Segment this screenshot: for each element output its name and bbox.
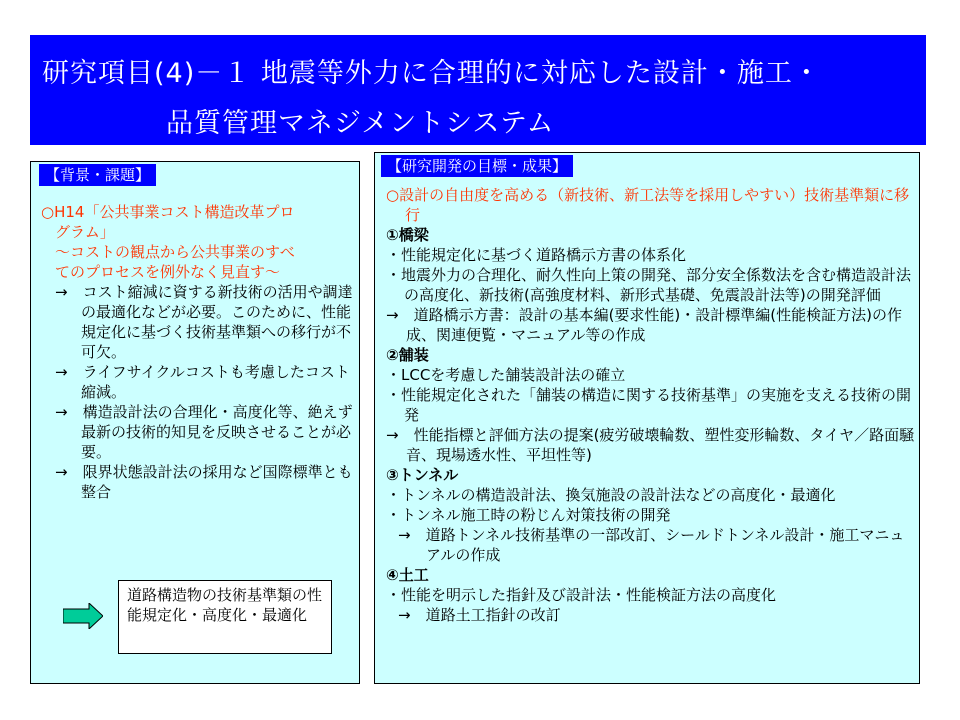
section-item: ・LCCを考慮した舗装設計法の確立 (386, 366, 626, 384)
issue-bullet: → コスト縮減に資する新技術の活用や調達の最適化などが必要。このために、性能規定化に基づく技術基準類への移行が不可欠。 (55, 283, 353, 361)
title-banner (30, 35, 926, 145)
section-outcome: → 道路トンネル技術基準の一部改訂、シールドトンネル設計・施工マニュアルの作成 (398, 526, 905, 564)
intro-line: ～コストの観点から公共事業のすべ (55, 243, 295, 261)
background-issues-content (41, 202, 356, 502)
intro-line: てのプロセスを例外なく見直す～ (55, 263, 281, 281)
section-outcome: → 道路土工指針の改訂 (398, 606, 561, 624)
section-heading-bridge: ①橋梁 (386, 226, 429, 244)
intro-line: グラム」 (55, 223, 115, 241)
section-heading-tunnel: ③トンネル (386, 466, 459, 484)
section-item: ・性能を明示した指針及び設計法・性能検証方法の高度化 (386, 586, 777, 604)
intro-line: ○H14「公共事業コスト構造改革プロ (41, 203, 295, 221)
goals-results-label: 【研究開発の目標・成果】 (381, 155, 573, 177)
section-item: ・トンネルの構造設計法、換気施設の設計法などの高度化・最適化 (386, 486, 836, 504)
goals-results-content (386, 185, 916, 625)
section-item: ・地震外力の合理化、耐久性向上策の開発、部分安全係数法を含む構造設計法の高度化、新技術(高強度材料、新形式基礎、免震設計法等)の開発評価 (386, 266, 912, 304)
result-box: 道路構造物の技術基準類の性能規定化・高度化・最適化 (118, 580, 332, 654)
background-issues-label: 【背景・課題】 (39, 164, 156, 186)
right-arrow-icon (63, 603, 103, 629)
section-item: ・性能規定化された「舗装の構造に関する技術基準」の実施を支える技術の開発 (386, 386, 912, 424)
section-heading-earthwork: ④土工 (386, 566, 429, 584)
issue-bullet: → 構造設計法の合理化・高度化等、絶えず最新の技術的知見を反映させることが必要。 (55, 403, 353, 461)
section-outcome: → 道路橋示方書：設計の基本編(要求性能)・設計標準編(性能検証方法)の作成、関連便覧・マニュアル等の作成 (386, 306, 902, 344)
section-item: ・トンネル施工時の粉じん対策技術の開発 (386, 506, 671, 524)
title-line-1: 研究項目(4)－１ 地震等外力に合理的に対応した設計・施工・ (42, 58, 821, 89)
section-outcome: → 性能指標と評価方法の提案(疲労破壊輪数、塑性変形輪数、タイヤ／路面騒音、現場透水性、平坦性等) (386, 426, 915, 464)
issue-bullet: → ライフサイクルコストも考慮したコスト縮減。 (55, 363, 350, 401)
title-line-2: 品質管理マネジメントシステム (166, 108, 555, 139)
section-heading-pavement: ②舗装 (386, 346, 429, 364)
issue-bullet: → 限界状態設計法の採用など国際標準とも整合 (55, 463, 353, 501)
section-item: ・性能規定化に基づく道路橋示方書の体系化 (386, 246, 687, 264)
goal-statement: ○設計の自由度を高める（新技術、新工法等を採用しやすい）技術基準類に移行 (386, 186, 910, 224)
goals-results-panel (374, 152, 920, 684)
